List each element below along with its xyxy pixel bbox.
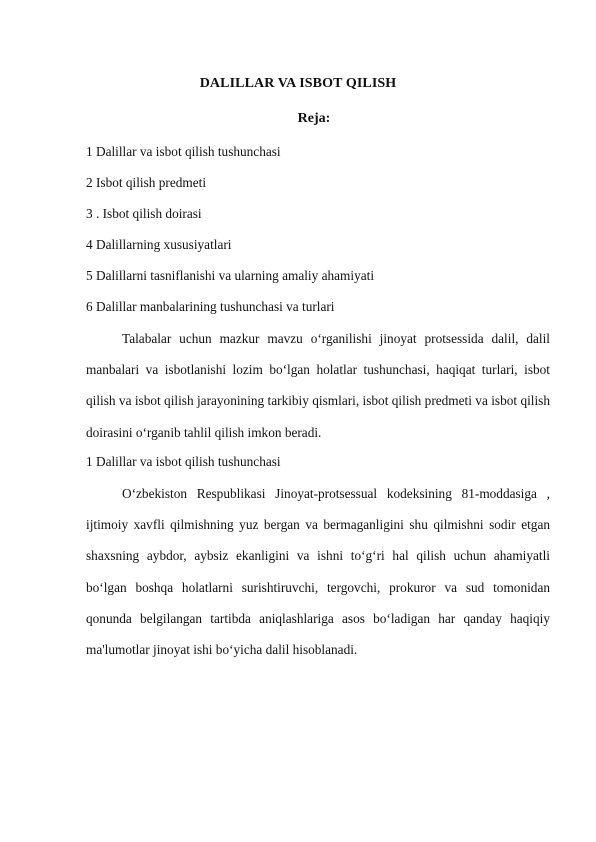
plan-item-3: 3 . Isbot qilish doirasi: [86, 206, 202, 221]
plan-item-5: 5 Dalillarni tasniflanishi va ularning amaliy ahamiyati: [86, 268, 375, 283]
section-paragraph: O‘zbekiston Respublikasi Jinoyat-protsessual kodeksining 81-moddasiga , ijtimoiy xavfli qilmishning yuz bergan va bermaganligini shu qilmishni sodir etgan shaxsning aybdor, aybsiz ekanligini va ishni to‘g‘ri hal qilish uchun ahamiyatli bo‘lgan boshqa holatlarni surishtiruvchi, tergovchi, prokuror va sud tomonidan qonunda belgilangan tartibda aniqlashlariga asos bo‘ladigan har qanday haqiqiy ma'lumotlar jinoyat ishi bo‘yicha dalil hisoblanadi.: [86, 486, 550, 658]
intro-paragraph: Talabalar uchun mazkur mavzu o‘rganilishi jinoyat protsessida dalil, dalil manbalari va isbotlanishi lozim bo‘lgan holatlar tushunchasi, haqiqat turlari, isbot qilish va isbot qilish jarayonining tarkibiy qismlari, isbot qilish predmeti va isbot qilish doirasini o‘rganib tahlil qilish imkon beradi.: [86, 331, 550, 440]
plan-item-6: 6 Dalillar manbalarining tushunchasi va turlari: [86, 299, 335, 314]
section-heading: 1 Dalillar va isbot qilish tushunchasi: [86, 454, 281, 469]
document-title: DALILLAR VA ISBOT QILISH: [199, 76, 397, 91]
plan-item-1: 1 Dalillar va isbot qilish tushunchasi: [86, 144, 281, 159]
plan-item-4: 4 Dalillarning xususiyatlari: [86, 237, 232, 252]
plan-heading: Reja:: [297, 111, 331, 126]
plan-item-2: 2 Isbot qilish predmeti: [86, 175, 207, 190]
